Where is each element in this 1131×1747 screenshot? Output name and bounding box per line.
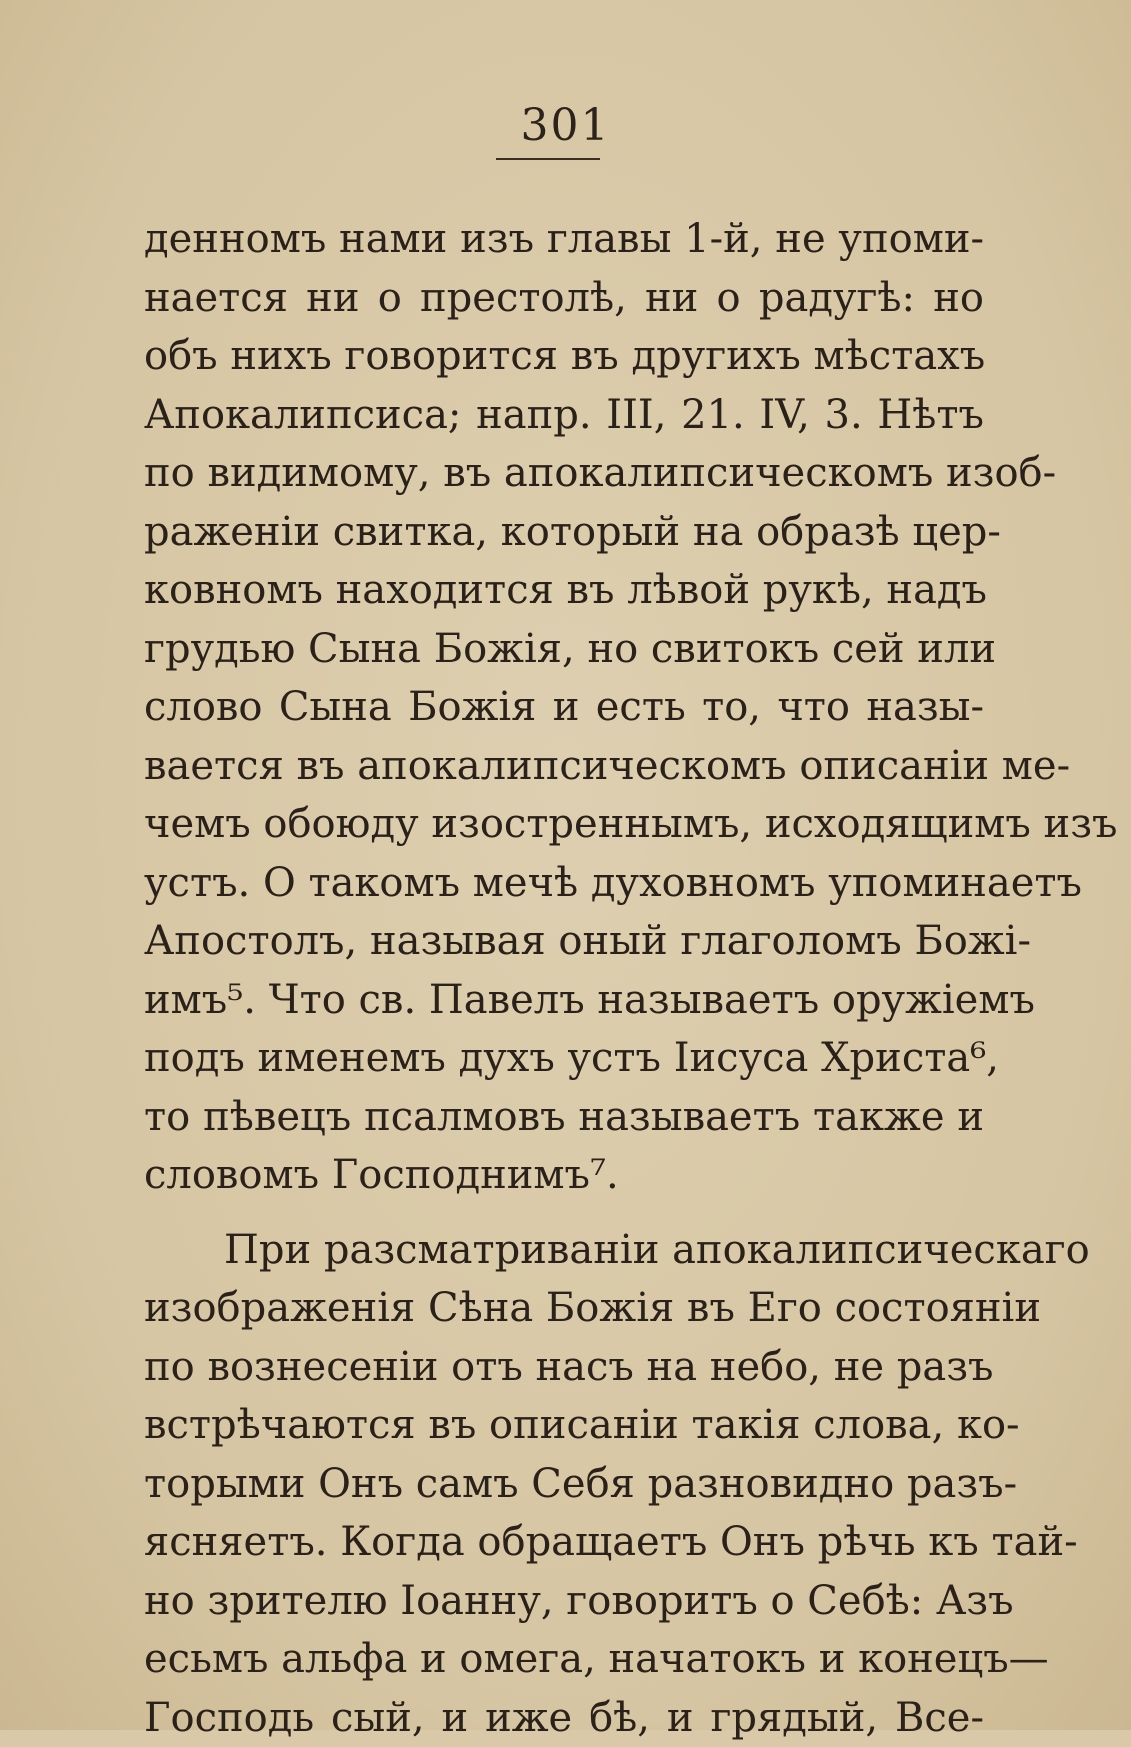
text-line: объ нихъ говорится въ другихъ мѣстахъ <box>144 327 984 386</box>
text-line: слово Сына Божія и есть то, что назы- <box>144 678 984 737</box>
text-line: словомъ Господнимъ⁷. <box>144 1146 984 1205</box>
text-line: денномъ нами изъ главы 1-й, не упоми- <box>144 210 984 269</box>
text-line: по вознесеніи отъ насъ на небо, не разъ <box>144 1338 984 1397</box>
text-line: Апостолъ, называя оный глаголомъ Божі- <box>144 912 984 971</box>
text-line: устъ. О такомъ мечѣ духовномъ упоминаетъ <box>144 854 984 913</box>
text-line: торыми Онъ самъ Себя разновидно разъ- <box>144 1455 984 1514</box>
text-line: При разсматриваніи апокалипсическаго <box>144 1221 984 1280</box>
body-text <box>144 210 984 1747</box>
text-line: раженіи свитка, который на образѣ цер- <box>144 503 984 562</box>
text-line: нается ни о престолѣ, ни о радугѣ: но <box>144 269 984 328</box>
text-line: вается въ апокалипсическомъ описаніи ме- <box>144 737 984 796</box>
paragraph-2 <box>144 1221 984 1747</box>
text-line: есьмъ альфа и омега, начатокъ и конецъ— <box>144 1630 984 1689</box>
paragraph-1 <box>144 210 984 1205</box>
text-line: по видимому, въ апокалипсическомъ изоб- <box>144 444 984 503</box>
text-line: встрѣчаются въ описаніи такія слова, ко- <box>144 1396 984 1455</box>
text-line: ковномъ находится въ лѣвой рукѣ, надъ <box>144 561 984 620</box>
text-line: чемъ обоюду изостреннымъ, исходящимъ изъ <box>144 795 984 854</box>
text-line: изображенія Сѣна Божія въ Его состояніи <box>144 1279 984 1338</box>
text-line: имъ⁵. Что св. Павелъ называетъ оружіемъ <box>144 971 984 1030</box>
page-number-rule <box>496 158 600 160</box>
text-line: но зрителю Іоанну, говоритъ о Себѣ: Азъ <box>144 1572 984 1631</box>
text-line: ясняетъ. Когда обращаетъ Онъ рѣчь къ тай- <box>144 1513 984 1572</box>
text-line: грудью Сына Божія, но свитокъ сей или <box>144 620 984 679</box>
text-line: то пѣвецъ псалмовъ называетъ также и <box>144 1088 984 1147</box>
text-line: подъ именемъ духъ устъ Іисуса Христа⁶, <box>144 1029 984 1088</box>
text-line: Апокалипсиса; напр. III, 21. IV, 3. Нѣтъ <box>144 386 984 445</box>
paragraph-gap <box>144 1205 984 1221</box>
page-number: 301 <box>0 100 1131 151</box>
text-line: Господь сый, и иже бѣ, и грядый, Все- <box>144 1689 984 1747</box>
